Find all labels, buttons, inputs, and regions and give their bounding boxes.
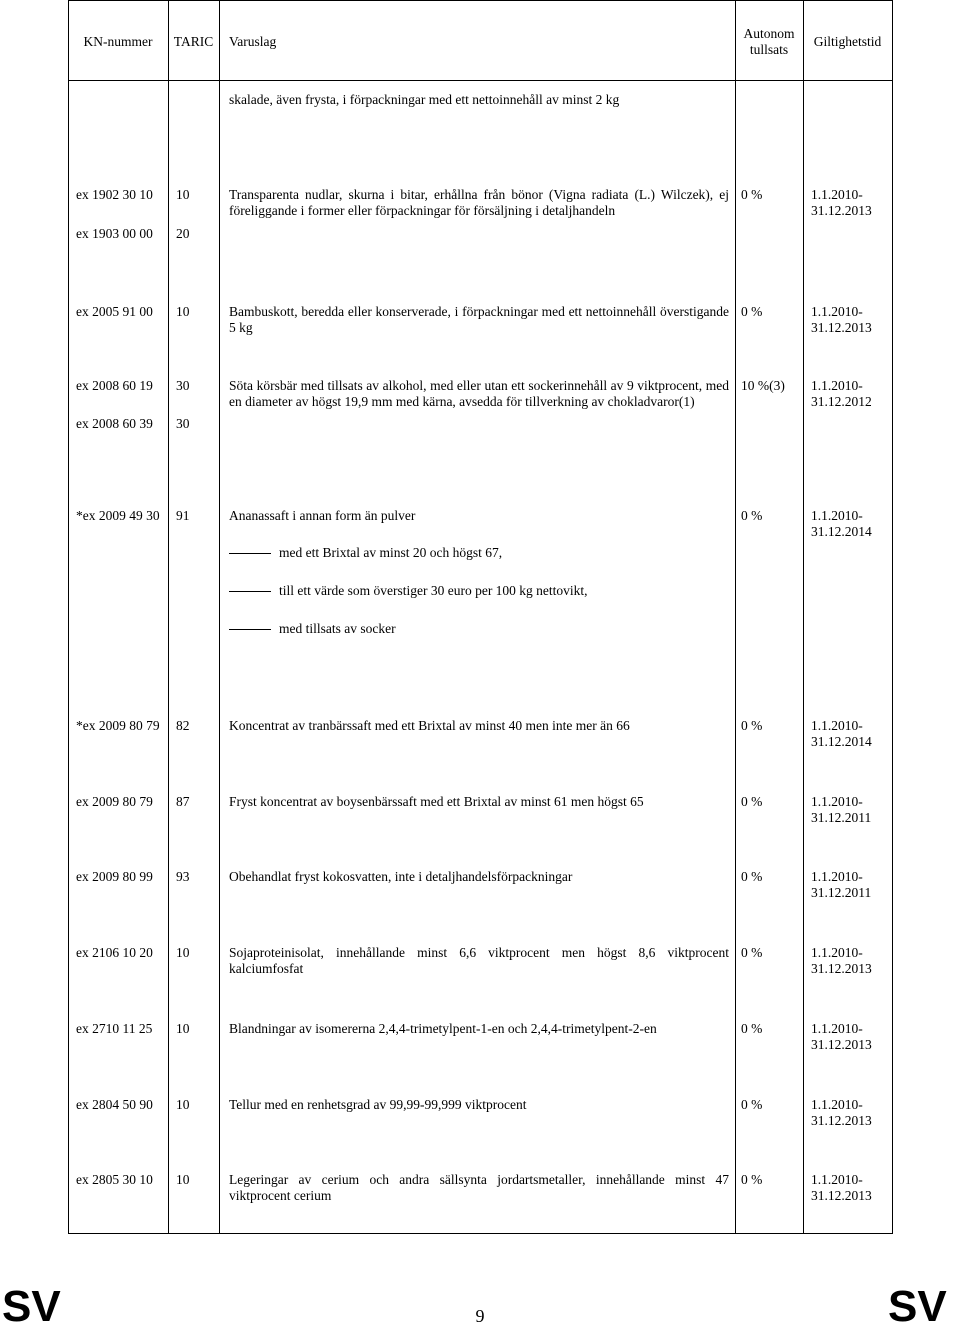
row-9-tullsats: 0 % [741, 1021, 763, 1036]
tariff-table [68, 0, 893, 1234]
row-1-tullsats: 0 % [741, 187, 763, 202]
page-number: 9 [475, 1306, 485, 1326]
row-3-giltighet: 1.1.2010- 31.12.2012 [811, 378, 872, 409]
row-2-tullsats: 0 % [741, 304, 763, 319]
row-8-tullsats: 0 % [741, 945, 763, 960]
row-5-tullsats: 0 % [741, 718, 763, 733]
row-10-kn: ex 2804 50 90 [76, 1097, 153, 1112]
footer-language-right: SV [888, 1282, 947, 1331]
row-8-taric: 10 [176, 945, 190, 960]
row-4-sub-2: till ett värde som överstiger 30 euro per 100 kg nettovikt, [229, 583, 588, 599]
row-6-tullsats: 0 % [741, 794, 763, 809]
row-5-taric: 82 [176, 718, 190, 733]
row-7-tullsats: 0 % [741, 869, 763, 884]
row-0-varuslag: skalade, även frysta, i förpackningar med ett nettoinnehåll av minst 2 kg [229, 92, 620, 107]
row-7-kn: ex 2009 80 99 [76, 869, 153, 884]
row-5-kn: *ex 2009 80 79 [76, 718, 160, 733]
row-3-kn-1: ex 2008 60 19 [76, 378, 153, 393]
row-10-varuslag: Tellur med en renhetsgrad av 99,99-99,999 viktprocent [229, 1097, 527, 1112]
row-10-taric: 10 [176, 1097, 190, 1112]
header-varuslag: Varuslag [229, 34, 277, 49]
row-7-taric: 93 [176, 869, 190, 884]
row-2-taric: 10 [176, 304, 190, 319]
row-1-giltighet: 1.1.2010- 31.12.2013 [811, 187, 872, 218]
row-5-varuslag: Koncentrat av tranbärssaft med ett Brixtal av minst 40 men inte mer än 66 [229, 718, 630, 733]
row-7-varuslag: Obehandlat fryst kokosvatten, inte i detaljhandelsförpackningar [229, 869, 573, 884]
row-9-kn: ex 2710 11 25 [76, 1021, 153, 1036]
row-4-tullsats: 0 % [741, 508, 763, 523]
row-11-tullsats: 0 % [741, 1172, 763, 1187]
row-4-sub-3: med tillsats av socker [229, 621, 396, 637]
row-3-kn-2: ex 2008 60 39 [76, 416, 153, 431]
row-4-giltighet: 1.1.2010- 31.12.2014 [811, 508, 872, 539]
row-3-tullsats: 10 %(3) [741, 378, 785, 393]
row-2-varuslag: Bambuskott, beredda eller konserverade, i förpackningar med ett nettoinnehåll överstigande 5 kg [229, 304, 729, 335]
row-4-sub-1: med ett Brixtal av minst 20 och högst 67, [229, 545, 502, 561]
row-9-varuslag: Blandningar av isomererna 2,4,4-trimetylpent-1-en och 2,4,4-trimetylpent-2-en [229, 1021, 657, 1036]
col-border-tullsats-giltighet [803, 0, 804, 1234]
row-1-kn-1: ex 1902 30 10 [76, 187, 153, 202]
row-9-taric: 10 [176, 1021, 190, 1036]
dash-marker [229, 629, 271, 630]
table-bottom-border [68, 1233, 893, 1234]
dash-marker [229, 591, 271, 592]
row-1-taric-2: 20 [176, 226, 190, 241]
dash-marker [229, 553, 271, 554]
row-6-varuslag: Fryst koncentrat av boysenbärssaft med ett Brixtal av minst 61 men högst 65 [229, 794, 644, 809]
header-bottom-border [68, 80, 893, 81]
table-top-border [68, 0, 893, 1]
row-4-varuslag: Ananassaft i annan form än pulver [229, 508, 416, 523]
row-6-giltighet: 1.1.2010- 31.12.2011 [811, 794, 872, 825]
row-3-taric-2: 30 [176, 416, 190, 431]
row-5-giltighet: 1.1.2010- 31.12.2014 [811, 718, 872, 749]
row-10-giltighet: 1.1.2010- 31.12.2013 [811, 1097, 872, 1128]
row-11-giltighet: 1.1.2010- 31.12.2013 [811, 1172, 872, 1203]
row-2-giltighet: 1.1.2010- 31.12.2013 [811, 304, 872, 335]
row-1-varuslag: Transparenta nudlar, skurna i bitar, erhållna från bönor (Vigna radiata (L.) Wilczek), ej föreliggande i former eller förpackningar för försäljning i detaljhandeln [229, 187, 729, 218]
col-border-taric-varuslag [219, 0, 220, 1234]
row-1-taric-1: 10 [176, 187, 190, 202]
footer-language-left: SV [2, 1282, 61, 1331]
row-11-taric: 10 [176, 1172, 190, 1187]
col-border-left [68, 0, 69, 1234]
col-border-kn-taric [168, 0, 169, 1234]
row-3-varuslag: Söta körsbär med tillsats av alkohol, med eller utan ett sockerinnehåll av 9 viktprocent, med en diameter av högst 19,9 mm med kärna, avsedda för tillverkning av chokladvaror(1) [229, 378, 729, 409]
row-7-giltighet: 1.1.2010- 31.12.2011 [811, 869, 872, 900]
row-11-varuslag: Legeringar av cerium och andra sällsynta jordartsmetaller, innehållande minst 47 viktprocent cerium [229, 1172, 729, 1203]
row-1-kn-2: ex 1903 00 00 [76, 226, 153, 241]
row-11-kn: ex 2805 30 10 [76, 1172, 153, 1187]
row-8-varuslag: Sojaproteinisolat, innehållande minst 6,6 viktprocent men högst 8,6 viktprocent kalciumfosfat [229, 945, 729, 976]
header-taric: TARIC [173, 34, 214, 49]
col-border-right [892, 0, 893, 1234]
row-3-taric-1: 30 [176, 378, 190, 393]
header-giltighetstid: Giltighetstid [813, 34, 882, 49]
header-autonom-tullsats: Autonom tullsats [743, 26, 795, 57]
row-4-kn: *ex 2009 49 30 [76, 508, 160, 523]
col-border-varuslag-tullsats [735, 0, 736, 1234]
row-4-taric: 91 [176, 508, 190, 523]
header-kn-nummer: KN-nummer [83, 34, 153, 49]
row-6-kn: ex 2009 80 79 [76, 794, 153, 809]
row-8-giltighet: 1.1.2010- 31.12.2013 [811, 945, 872, 976]
row-8-kn: ex 2106 10 20 [76, 945, 153, 960]
row-2-kn: ex 2005 91 00 [76, 304, 153, 319]
row-6-taric: 87 [176, 794, 190, 809]
row-10-tullsats: 0 % [741, 1097, 763, 1112]
row-9-giltighet: 1.1.2010- 31.12.2013 [811, 1021, 872, 1052]
